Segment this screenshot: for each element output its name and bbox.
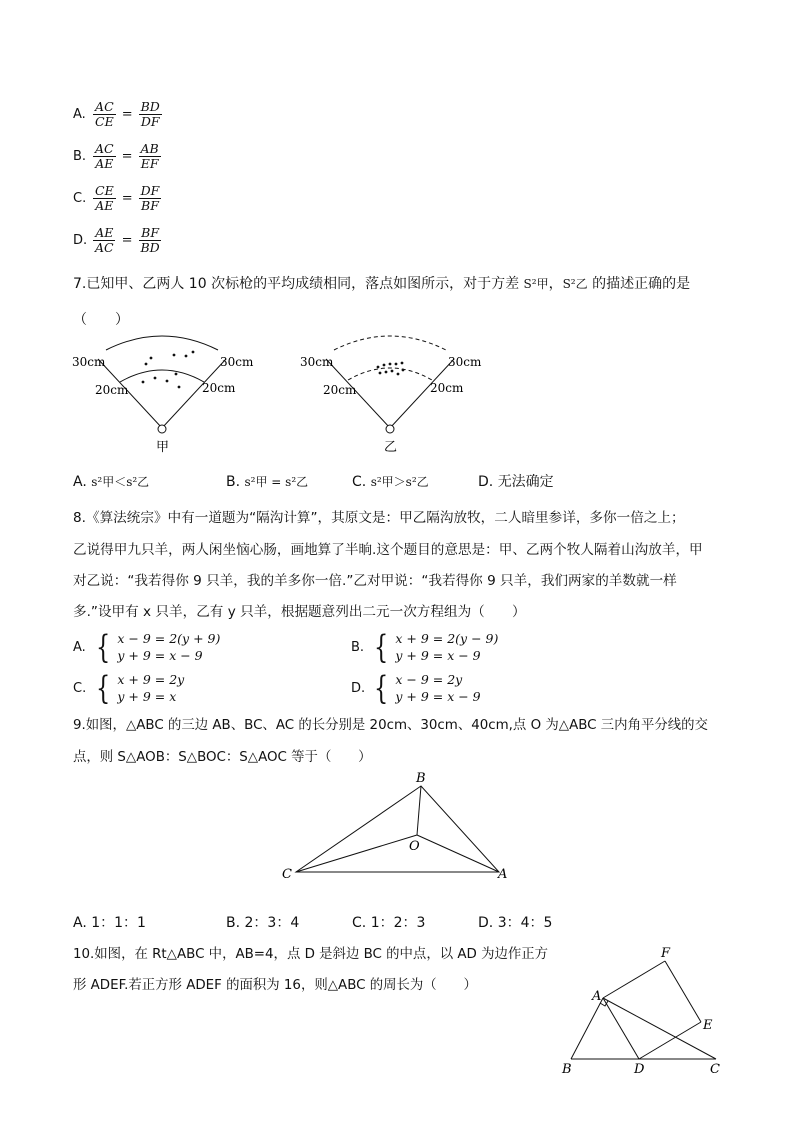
vertex-label-b: B	[562, 1062, 572, 1077]
q8-line-1: 8.《算法统宗》中有一道题为“隔沟计算”，其原文是：甲乙隔沟放牧，二人暗里参详，多你一倍之上；	[73, 510, 685, 526]
segment-ao	[417, 835, 499, 872]
q6-option-c	[73, 184, 161, 213]
q10-line-1: 10.如图，在 Rt△ABC 中，AB=4，点 D 是斜边 BC 的中点，以 AD 为边作正方	[73, 947, 549, 962]
vertex-label-c: C	[710, 1062, 720, 1077]
denominator: DF	[140, 114, 160, 129]
inner-arc	[120, 370, 204, 382]
option-label: B.	[351, 639, 365, 655]
option-label: B.	[226, 915, 241, 931]
fraction	[93, 184, 116, 213]
option-label: B.	[73, 149, 87, 164]
option-text: 无法确定	[497, 474, 554, 490]
denominator: BD	[140, 240, 160, 255]
q8-option-a	[73, 630, 220, 664]
q7-option-a	[73, 474, 149, 490]
option-text: s²甲＞s²乙	[370, 475, 429, 489]
triangle-abc	[296, 786, 499, 872]
side-fa	[603, 961, 665, 998]
q9-option-b	[226, 915, 299, 931]
denominator: AE	[95, 156, 114, 171]
outer-radius-label-right: 30cm	[448, 355, 482, 369]
fraction	[93, 142, 116, 171]
equation-system	[371, 630, 498, 664]
option-text: 1：2：3	[370, 915, 426, 931]
option-label: A.	[73, 107, 86, 122]
vertex-label-d: D	[634, 1062, 645, 1077]
dot	[154, 377, 157, 380]
option-label: C.	[73, 191, 87, 206]
fraction	[139, 100, 162, 129]
numerator: AC	[95, 141, 114, 156]
variance-jia: S²甲	[523, 277, 549, 291]
q9-option-c	[352, 915, 425, 931]
equation-2: y + 9 = x − 9	[395, 689, 481, 704]
option-label: D.	[351, 680, 366, 696]
numerator: AC	[95, 99, 114, 114]
option-label: D.	[73, 233, 88, 248]
q8-option-b	[351, 630, 498, 664]
equation-2: y + 9 = x − 9	[395, 648, 481, 663]
q7-stem-text-end: 的描述正确的是	[592, 276, 691, 292]
dot	[383, 364, 386, 367]
outer-radius-label-left: 30cm	[300, 355, 334, 369]
vertex-label-b: B	[416, 771, 426, 786]
fraction	[139, 226, 162, 255]
side-ab	[571, 998, 603, 1059]
fraction	[93, 226, 116, 255]
equals-sign: =	[121, 107, 133, 122]
option-label: D.	[478, 915, 494, 931]
q8-option-d	[351, 671, 481, 705]
outer-arc-dashed	[334, 336, 446, 350]
equation-system	[371, 671, 481, 705]
option-label: C.	[352, 474, 367, 490]
vertex-label-e: E	[703, 1018, 713, 1033]
segment-bo	[417, 786, 421, 835]
fraction	[139, 184, 162, 213]
equals-sign: =	[121, 191, 133, 206]
numerator: AE	[95, 225, 114, 240]
point-label-o: O	[409, 839, 420, 854]
vertex-label-f: F	[661, 946, 671, 961]
side-ef	[665, 961, 701, 1022]
q7-stem	[73, 276, 690, 292]
q9-triangle-figure	[270, 765, 530, 885]
option-text: s²甲 = s²乙	[244, 475, 309, 489]
inner-arc-dashed	[348, 368, 432, 380]
figure-name-jia: 甲	[156, 440, 170, 455]
q8-line-3: 对乙说：“我若得你 9 只羊，我的羊多你一倍.”乙对甲说：“我若得你 9 只羊，我们两家的羊数就一样	[73, 573, 677, 589]
dot	[379, 372, 382, 375]
equation-1: x − 9 = 2(y + 9)	[117, 631, 221, 646]
vertex-label-a: A	[592, 989, 602, 1004]
q10-line-2: 形 ADEF.若正方形 ADEF 的面积为 16，则△ABC 的周长为（ ）	[73, 978, 477, 993]
vertex-label-c: C	[282, 867, 292, 882]
q6-option-b	[73, 142, 161, 171]
q7-figure	[60, 330, 500, 460]
dot	[173, 354, 176, 357]
q8-line-2: 乙说得甲九只羊，两人闲坐恼心肠，画地算了半晌.这个题目的意思是：甲、乙两个牧人隔着山沟放羊，甲	[73, 542, 703, 558]
dot	[142, 381, 145, 384]
outer-radius-label-right: 30cm	[220, 355, 254, 369]
denominator: AE	[95, 198, 114, 213]
brace-symbol: {	[96, 628, 111, 666]
dot	[397, 373, 400, 376]
q9-line-2: 点，则 S△AOB：S△BOC：S△AOC 等于（ ）	[73, 750, 372, 765]
q8-option-c	[73, 671, 184, 705]
dot	[145, 363, 148, 366]
numerator: DF	[140, 183, 160, 198]
option-text: 2：3：4	[244, 915, 300, 931]
denominator: BF	[141, 198, 159, 213]
numerator: CE	[95, 183, 114, 198]
option-text: 3：4：5	[497, 915, 553, 931]
q7-stem-text: 7.已知甲、乙两人 10 次标枪的平均成绩相同，落点如图所示，对于方差	[73, 276, 520, 292]
dot	[377, 366, 380, 369]
dot	[166, 380, 169, 383]
throw-point	[158, 425, 166, 433]
q9-option-a	[73, 915, 146, 931]
option-label: C.	[73, 680, 87, 696]
dot	[391, 370, 394, 373]
landing-dots	[142, 351, 195, 389]
q8-line-4: 多.”设甲有 x 只羊，乙有 y 只羊，根据题意列出二元一次方程组为（ ）	[73, 604, 526, 620]
variance-yi: S²乙	[562, 277, 588, 291]
option-label: D.	[478, 474, 494, 490]
dot	[395, 363, 398, 366]
q9-line-1: 9.如图，△ABC 的三边 AB、BC、AC 的长分别是 20cm、30cm、40cm,点 O 为△ABC 三内角平分线的交	[73, 718, 708, 733]
dot	[185, 355, 188, 358]
numerator: BD	[140, 99, 160, 114]
separator: ，	[548, 276, 563, 292]
brace-symbol: {	[374, 669, 389, 707]
side-de	[639, 1022, 701, 1059]
throw-point	[386, 425, 394, 433]
side-ac	[603, 998, 716, 1059]
denominator: CE	[95, 114, 114, 129]
numerator: BF	[141, 225, 160, 240]
q9-option-d	[478, 915, 552, 931]
option-text: 1：1：1	[91, 915, 146, 931]
equation-2: y + 9 = x − 9	[117, 648, 203, 663]
option-label: B.	[226, 474, 241, 490]
numerator: AB	[140, 141, 159, 156]
q6-option-d	[73, 226, 162, 255]
equals-sign: =	[121, 149, 133, 164]
inner-radius-label-left: 20cm	[323, 383, 357, 397]
q10-square-figure	[550, 940, 730, 1080]
figure-yi	[300, 336, 482, 455]
equation-1: x + 9 = 2(y − 9)	[395, 631, 499, 646]
figure-jia	[72, 336, 254, 455]
dot	[385, 371, 388, 374]
equals-sign: =	[121, 233, 133, 248]
dot	[389, 363, 392, 366]
option-label: A.	[73, 474, 87, 490]
denominator: AC	[95, 240, 114, 255]
inner-radius-label-right: 20cm	[202, 381, 236, 395]
dot	[178, 386, 181, 389]
outer-arc	[106, 336, 218, 350]
dot	[192, 351, 195, 354]
dot	[401, 362, 404, 365]
equation-1: x − 9 = 2y	[395, 672, 463, 687]
inner-radius-label-right: 20cm	[430, 381, 464, 395]
q7-option-b	[226, 474, 308, 490]
brace-symbol: {	[96, 669, 111, 707]
dot	[150, 357, 153, 360]
q7-option-d	[478, 474, 554, 490]
fraction	[93, 100, 116, 129]
q6-option-a	[73, 100, 162, 129]
option-label: A.	[73, 639, 86, 655]
equation-2: y + 9 = x	[117, 689, 177, 704]
q7-option-c	[352, 474, 429, 490]
denominator: EF	[140, 156, 159, 171]
outer-radius-label-left: 30cm	[72, 355, 106, 369]
equation-1: x + 9 = 2y	[117, 672, 185, 687]
fraction	[139, 142, 161, 171]
inner-radius-label-left: 20cm	[95, 383, 129, 397]
figure-name-yi: 乙	[384, 440, 398, 455]
option-label: C.	[352, 915, 367, 931]
segment-co	[296, 835, 417, 872]
dot	[402, 369, 405, 372]
q7-answer-paren: （ ）	[73, 312, 129, 328]
equation-system	[93, 671, 184, 705]
vertex-label-a: A	[498, 867, 508, 882]
brace-symbol: {	[374, 628, 389, 666]
dot	[175, 373, 178, 376]
equation-system	[93, 630, 220, 664]
option-text: s²甲＜s²乙	[91, 475, 150, 489]
option-label: A.	[73, 915, 87, 931]
